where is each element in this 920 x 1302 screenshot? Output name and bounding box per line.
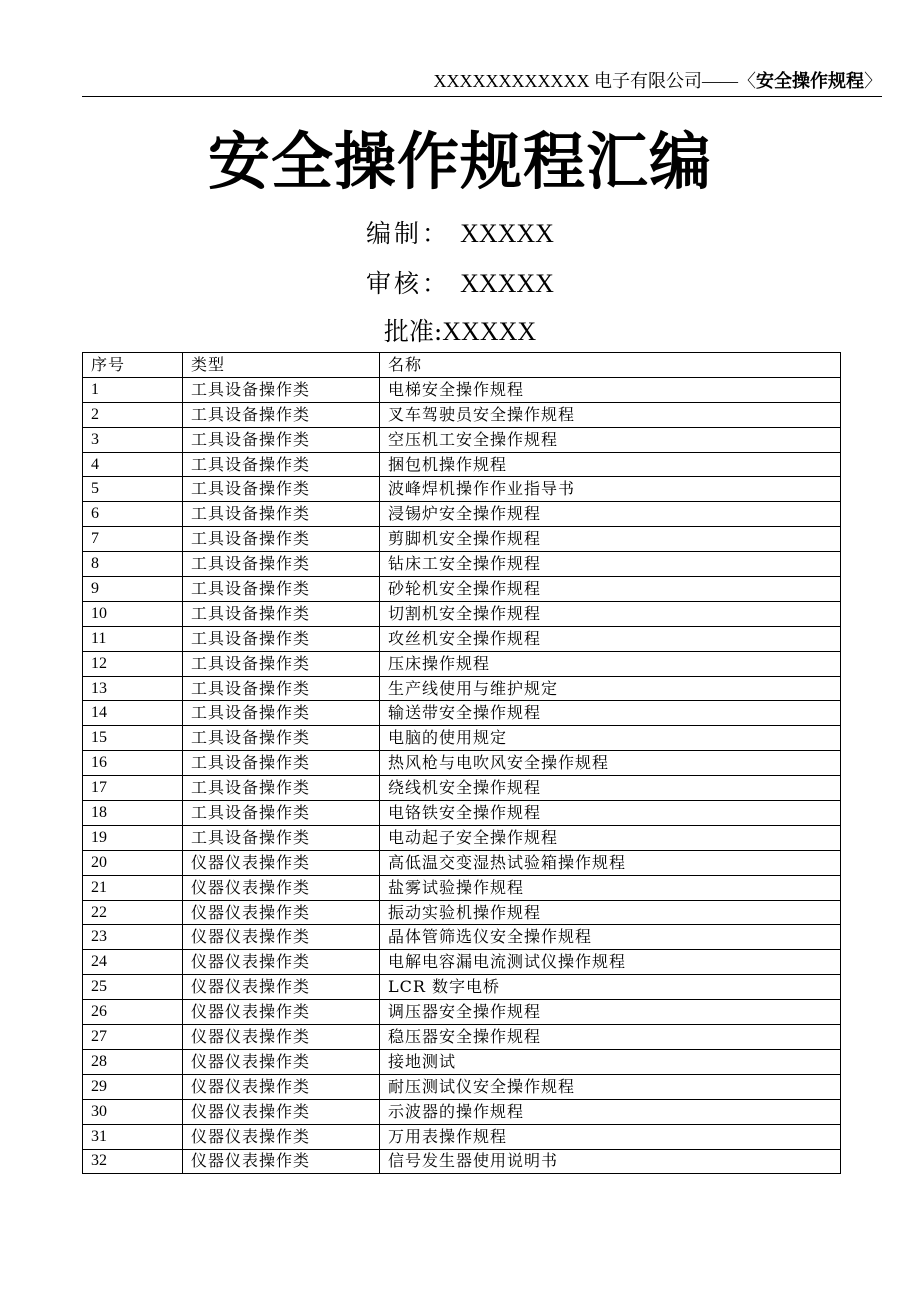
table-cell-seq: 32 [83,1149,183,1174]
approver-label: 批准: [383,317,443,346]
table-cell-seq: 21 [83,875,183,900]
reviewer-line [0,266,920,302]
table-cell-type: 工具设备操作类 [183,751,380,776]
table-row [83,1099,841,1124]
table-cell-type: 工具设备操作类 [183,377,380,402]
table-cell-name: 电梯安全操作规程 [380,377,841,402]
table-row [83,1025,841,1050]
table-row [83,900,841,925]
table-cell-name: 浸锡炉安全操作规程 [380,502,841,527]
table-cell-seq: 19 [83,825,183,850]
table-cell-type: 仪器仪表操作类 [183,850,380,875]
table-cell-seq: 4 [83,452,183,477]
table-cell-type: 工具设备操作类 [183,626,380,651]
table-cell-name: 攻丝机安全操作规程 [380,626,841,651]
table-cell-type: 工具设备操作类 [183,527,380,552]
approver-line [0,314,920,350]
table-row [83,402,841,427]
table-cell-type: 仪器仪表操作类 [183,1074,380,1099]
table-row [83,577,841,602]
table-cell-name: 钻床工安全操作规程 [380,552,841,577]
table-cell-type: 工具设备操作类 [183,427,380,452]
table-row [83,850,841,875]
table-cell-name: 捆包机操作规程 [380,452,841,477]
table-cell-type: 工具设备操作类 [183,601,380,626]
table-body [83,377,841,1174]
table-cell-type: 仪器仪表操作类 [183,900,380,925]
table-row [83,651,841,676]
table-cell-name: 耐压测试仪安全操作规程 [380,1074,841,1099]
table-cell-seq: 20 [83,850,183,875]
table-row [83,1124,841,1149]
header-company: XXXXXXXXXXXX 电子有限公司——〈 [433,71,756,91]
table-row [83,527,841,552]
table-cell-seq: 1 [83,377,183,402]
table-cell-type: 工具设备操作类 [183,502,380,527]
table-cell-seq: 17 [83,776,183,801]
table-cell-type: 工具设备操作类 [183,801,380,826]
table-cell-name: 切割机安全操作规程 [380,601,841,626]
table-cell-seq: 10 [83,601,183,626]
table-cell-name: 盐雾试验操作规程 [380,875,841,900]
table-cell-name: 接地测试 [380,1049,841,1074]
table-cell-name: 生产线使用与维护规定 [380,676,841,701]
table-cell-type: 仪器仪表操作类 [183,875,380,900]
table-cell-type: 仪器仪表操作类 [183,1049,380,1074]
table-cell-seq: 15 [83,726,183,751]
table-cell-name: 热风枪与电吹风安全操作规程 [380,751,841,776]
table-cell-type: 工具设备操作类 [183,402,380,427]
table-row [83,1149,841,1174]
table-cell-name: 波峰焊机操作作业指导书 [380,477,841,502]
table-cell-seq: 26 [83,1000,183,1025]
table-row [83,925,841,950]
table-row [83,1000,841,1025]
table-cell-type: 仪器仪表操作类 [183,950,380,975]
table-cell-type: 工具设备操作类 [183,776,380,801]
page-header [82,66,882,97]
compiler-value: XXXXX [460,219,554,248]
document-title: 安全操作规程汇编 [207,125,712,198]
reviewer-label: 审核： [366,269,451,298]
table-cell-name: 电解电容漏电流测试仪操作规程 [380,950,841,975]
table-cell-seq: 3 [83,427,183,452]
table-cell-name: 电动起子安全操作规程 [380,825,841,850]
table-cell-type: 工具设备操作类 [183,452,380,477]
table-row [83,726,841,751]
table-row [83,377,841,402]
table-row [83,626,841,651]
table-cell-seq: 7 [83,527,183,552]
table-cell-name: 电脑的使用规定 [380,726,841,751]
table-cell-name: 输送带安全操作规程 [380,701,841,726]
table-cell-seq: 29 [83,1074,183,1099]
header-close-bracket: 〉 [864,71,882,91]
table-cell-type: 工具设备操作类 [183,477,380,502]
header-title: 安全操作规程 [756,71,864,92]
table-cell-name: 叉车驾驶员安全操作规程 [380,402,841,427]
table-cell-seq: 11 [83,626,183,651]
header-type: 类型 [183,353,380,378]
table-row [83,975,841,1000]
table-row [83,477,841,502]
table-cell-type: 工具设备操作类 [183,577,380,602]
table-cell-type: 工具设备操作类 [183,726,380,751]
table-cell-name: 示波器的操作规程 [380,1099,841,1124]
table-cell-seq: 8 [83,552,183,577]
table-cell-seq: 16 [83,751,183,776]
procedures-table [82,352,841,1174]
table-row [83,552,841,577]
table-cell-seq: 25 [83,975,183,1000]
table-cell-type: 工具设备操作类 [183,825,380,850]
table-cell-seq: 5 [83,477,183,502]
table-cell-type: 仪器仪表操作类 [183,925,380,950]
table-cell-seq: 23 [83,925,183,950]
table-cell-name: 压床操作规程 [380,651,841,676]
table-cell-name: LCR 数字电桥 [380,975,841,1000]
table-cell-seq: 27 [83,1025,183,1050]
table-row [83,502,841,527]
table-cell-name: 振动实验机操作规程 [380,900,841,925]
table-row [83,801,841,826]
table-cell-name: 稳压器安全操作规程 [380,1025,841,1050]
table-cell-seq: 6 [83,502,183,527]
table-cell-name: 万用表操作规程 [380,1124,841,1149]
table-cell-type: 仪器仪表操作类 [183,1149,380,1174]
table-cell-seq: 28 [83,1049,183,1074]
header-name: 名称 [380,353,841,378]
table-cell-seq: 14 [83,701,183,726]
table-row [83,676,841,701]
table-cell-seq: 31 [83,1124,183,1149]
table-cell-name: 晶体管筛选仪安全操作规程 [380,925,841,950]
table-cell-name: 剪脚机安全操作规程 [380,527,841,552]
table-cell-seq: 9 [83,577,183,602]
table-cell-type: 仪器仪表操作类 [183,1025,380,1050]
table-cell-type: 仪器仪表操作类 [183,1099,380,1124]
header-seq: 序号 [83,353,183,378]
table-cell-type: 工具设备操作类 [183,651,380,676]
table-cell-name: 绕线机安全操作规程 [380,776,841,801]
table-cell-seq: 12 [83,651,183,676]
table-cell-type: 仪器仪表操作类 [183,1000,380,1025]
table-cell-name: 信号发生器使用说明书 [380,1149,841,1174]
table-cell-type: 工具设备操作类 [183,552,380,577]
table-row [83,601,841,626]
table-row [83,701,841,726]
table-cell-seq: 22 [83,900,183,925]
compiler-label: 编制： [366,219,451,248]
table-cell-type: 工具设备操作类 [183,701,380,726]
table-cell-seq: 24 [83,950,183,975]
compiler-line [0,216,920,252]
table-row [83,776,841,801]
table-row [83,1074,841,1099]
table-row [83,875,841,900]
table-row [83,427,841,452]
table-cell-seq: 18 [83,801,183,826]
table-row [83,1049,841,1074]
approver-value: XXXXX [442,317,537,346]
table-cell-name: 调压器安全操作规程 [380,1000,841,1025]
table-cell-name: 电铬铁安全操作规程 [380,801,841,826]
table-row [83,751,841,776]
table-cell-name: 高低温交变湿热试验箱操作规程 [380,850,841,875]
table-cell-seq: 2 [83,402,183,427]
table-cell-type: 仪器仪表操作类 [183,1124,380,1149]
table-cell-type: 仪器仪表操作类 [183,975,380,1000]
table-cell-seq: 13 [83,676,183,701]
table-cell-name: 砂轮机安全操作规程 [380,577,841,602]
table-row [83,452,841,477]
table-row [83,950,841,975]
table-cell-type: 工具设备操作类 [183,676,380,701]
table-cell-name: 空压机工安全操作规程 [380,427,841,452]
table-cell-seq: 30 [83,1099,183,1124]
table-header-row [83,353,841,378]
table-row [83,825,841,850]
reviewer-value: XXXXX [460,269,554,298]
